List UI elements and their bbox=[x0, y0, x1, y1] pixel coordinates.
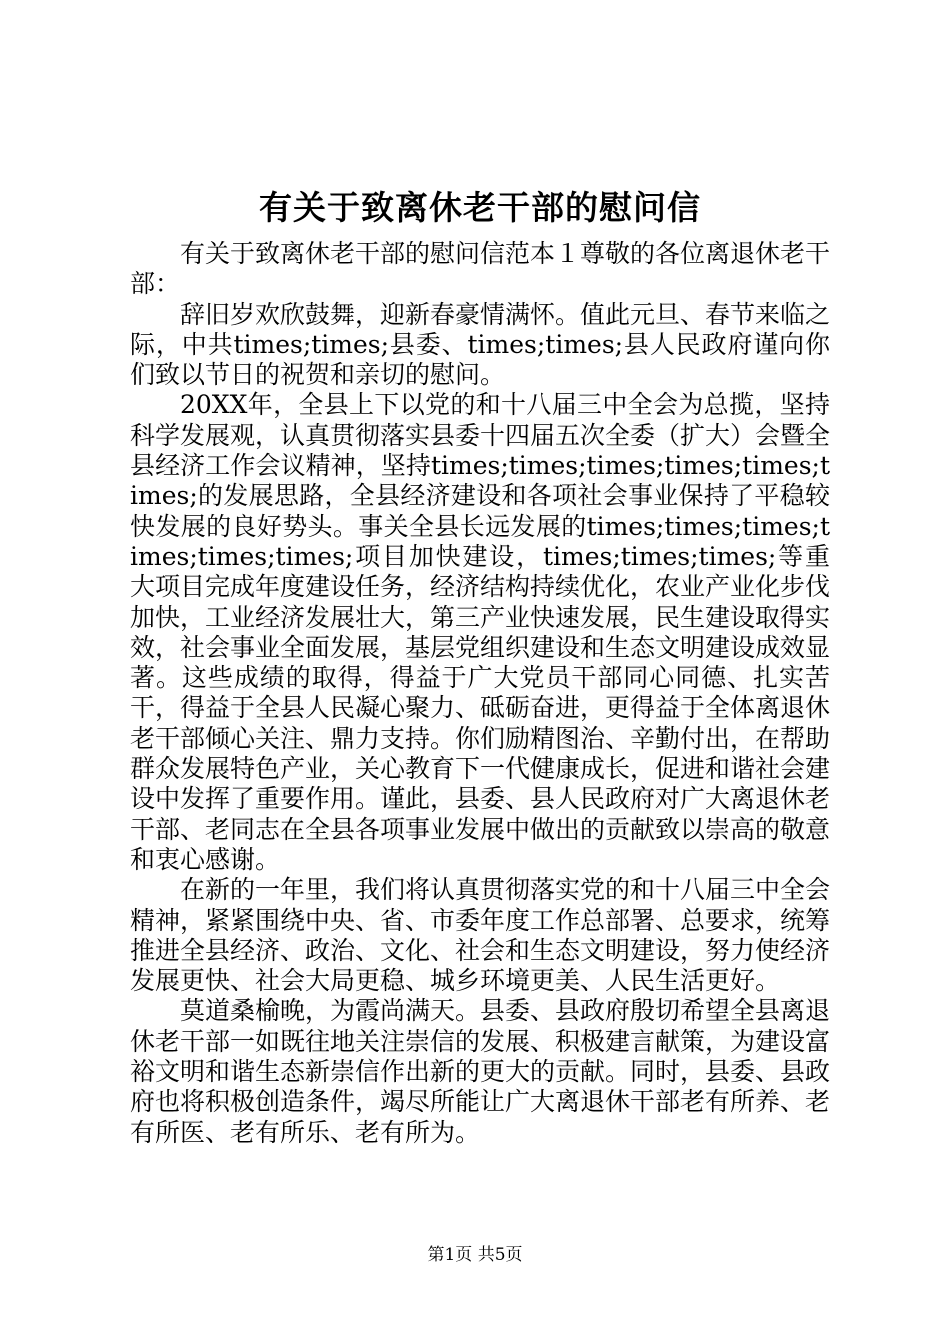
page-number-footer: 第1页 共5页 bbox=[427, 1245, 523, 1265]
document-title: 有关于致离休老干部的慰问信 bbox=[259, 188, 701, 227]
paragraph-greeting: 辞旧岁欢欣鼓舞，迎新春豪情满怀。值此元旦、春节来临之际，中共times;times;县委、times;times;县人民政府谨向你们致以节日的祝贺和亲切的慰问。 bbox=[130, 299, 831, 390]
paragraph-salutation: 有关于致离休老干部的慰问信范本１尊敬的各位离退休老干部： bbox=[130, 239, 831, 299]
paragraph-achievements: 20XX年，全县上下以党的和十八届三中全会为总揽，坚持科学发展观，认真贯彻落实县委十四届五次全委（扩大）会暨全县经济工作会议精神，坚持times;times;times;times;times;times;的发展思路，全县经济建设和各项社会事业保持了平稳较快发展的良好势头。事关全县长远发展的times;times;times;times;times;times;项目加快建设，times;times;times;等重大项目完成年度建设任务，经济结构持续优化，农业产业化步伐加快，工业经济发展壮大，第三产业快速发展，民生建设取得实效，社会事业全面发展，基层党组织建设和生态文明建设成效显著。这些成绩的取得，得益于广大党员干部同心同德、扎实苦干，得益于全县人民凝心聚力、砥砺奋进，更得益于全体离退休老干部倾心关注、鼎力支持。你们励精图治、辛勤付出，在帮助群众发展特色产业，关心教育下一代健康成长，促进和谐社会建设中发挥了重要作用。谨此，县委、县人民政府对广大离退休老干部、老同志在全县各项事业发展中做出的贡献致以崇高的敬意和衷心感谢。 bbox=[130, 390, 831, 874]
document-body bbox=[130, 239, 830, 1148]
paragraph-new-year-plan: 在新的一年里，我们将认真贯彻落实党的和十八届三中全会精神，紧紧围绕中央、省、市委年度工作总部署、总要求，统筹推进全县经济、政治、文化、社会和生态文明建设，努力使经济发展更快、社会大局更稳、城乡环境更美、人民生活更好。 bbox=[130, 875, 831, 996]
paragraph-closing: 莫道桑榆晚，为霞尚满天。县委、县政府殷切希望全县离退休老干部一如既往地关注崇信的发展、积极建言献策，为建设富裕文明和谐生态新崇信作出新的更大的贡献。同时，县委、县政府也将积极创造条件，竭尽所能让广大离退休干部老有所养、老有所医、老有所乐、老有所为。 bbox=[130, 996, 831, 1147]
